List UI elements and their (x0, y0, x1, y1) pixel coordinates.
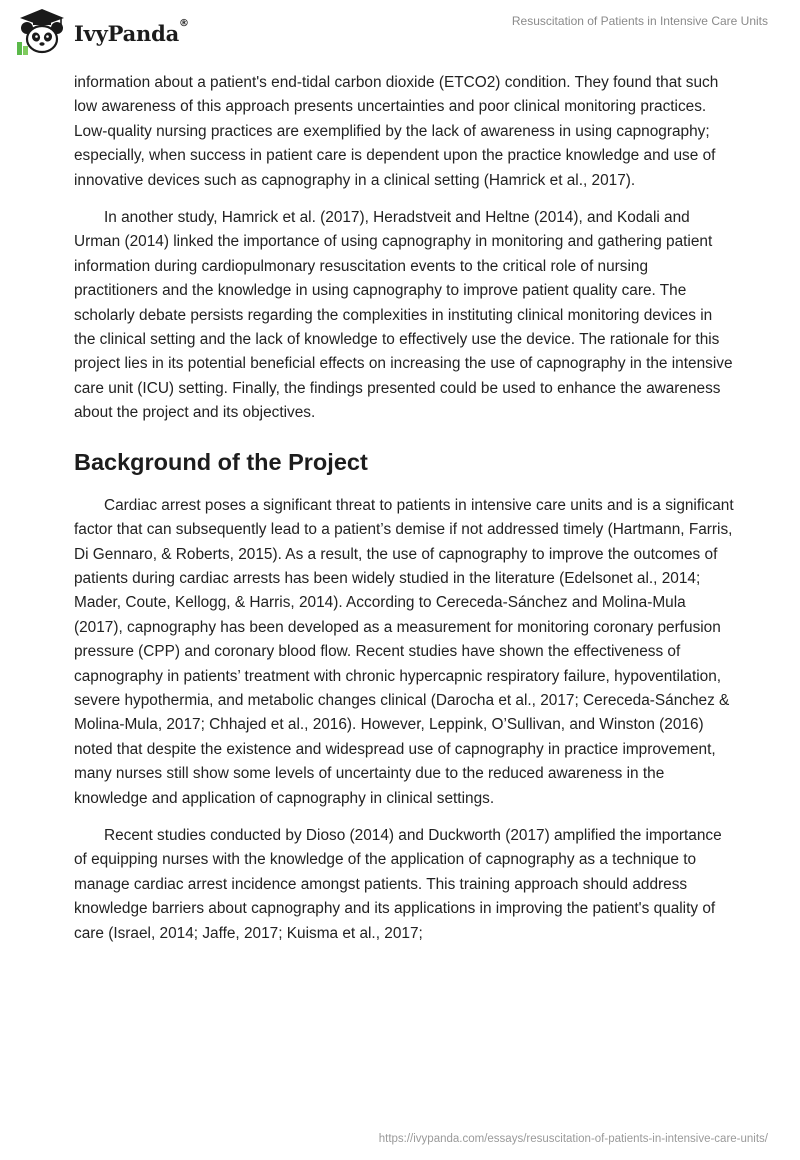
paragraph-2: In another study, Hamrick et al. (2017), Heradstveit and Heltne (2014), and Kodali and Urman (2014) linked the importance of using capnography in monitoring and gathering patient information during cardiopulmonary resuscitation events to the critical role of nursing practitioners and the knowledge in using capnography to improve patient quality care. The scholarly debate persists regarding the complexities in instituting clinical monitoring devices in the clinical setting and the lack of knowledge to effectively use the device. The rationale for this project lies in its potential beneficial effects on increasing the use of capnography in the intensive care unit (ICU) setting. Finally, the findings presented could be used to enhance the awareness about the project and its objectives. (74, 209, 733, 422)
source-url[interactable]: https://ivypanda.com/essays/resuscitation-of-patients-in-intensive-care-units/ (378, 1133, 768, 1145)
paragraph-1: information about a patient's end-tidal carbon dioxide (ETCO2) condition. They found that such low awareness of this approach presents uncertainties and poor clinical monitoring practices. Low-quality nursing practices are exemplified by the lack of awareness in using capnography; especially, when success in patient care is dependent upon the practice knowledge and use of innovative devices such as capnography in a clinical setting (Hamrick et al., 2017). (74, 74, 719, 189)
paragraph-3: Cardiac arrest poses a significant threat to patients in intensive care units and is a significant factor that can subsequently lead to a patient’s demise if not addressed timely (Hartmann, Farris, Di Gennaro, & Roberts, 2015). As a result, the use of capnography to improve the outcomes of patients during cardiac arrests has been widely studied in the literature (Edelsonet al., 2014; Mader, Coute, Kellogg, & Harris, 2014). According to Cereceda-Sánchez and Molina-Mula (2017), capnography has been developed as a measurement for monitoring coronary perfusion pressure (CPP) and coronary blood flow. Recent studies have shown the effectiveness of capnography in patients’ treatment with chronic hypercapnic respiratory failure, hypoventilation, severe hypothermia, and metabolic changes clinical (Darocha et al., 2017; Cereceda-Sánchez & Molina-Mula, 2017; Chhajed et al., 2016). However, Leppink, O’Sullivan, and Winston (2016) noted that despite the existence and widespread use of capnography in practice improvement, many nurses still show some levels of uncertainty due to the reduced awareness in the knowledge and application of capnography in clinical settings. (74, 496, 734, 807)
essay-body (74, 71, 734, 959)
panda-logo-icon (12, 6, 72, 56)
ivypanda-logo[interactable] (12, 6, 189, 56)
running-title: Resuscitation of Patients in Intensive Care Units (511, 14, 768, 28)
logo-wordmark: IvyPanda® (74, 17, 189, 46)
paragraph-4: Recent studies conducted by Dioso (2014) and Duckworth (2017) amplified the importance of equipping nurses with the knowledge of the application of capnography as a technique to manage cardiac arrest incidence amongst patients. This training approach should address knowledge barriers about capnography and its applications in improving the patient's quality of care (Israel, 2014; Jaffe, 2017; Kuisma et al., 2017; (74, 826, 722, 942)
page-header (0, 0, 800, 70)
section-heading: Background of the Project (74, 448, 368, 475)
registered-mark: ® (179, 17, 189, 29)
